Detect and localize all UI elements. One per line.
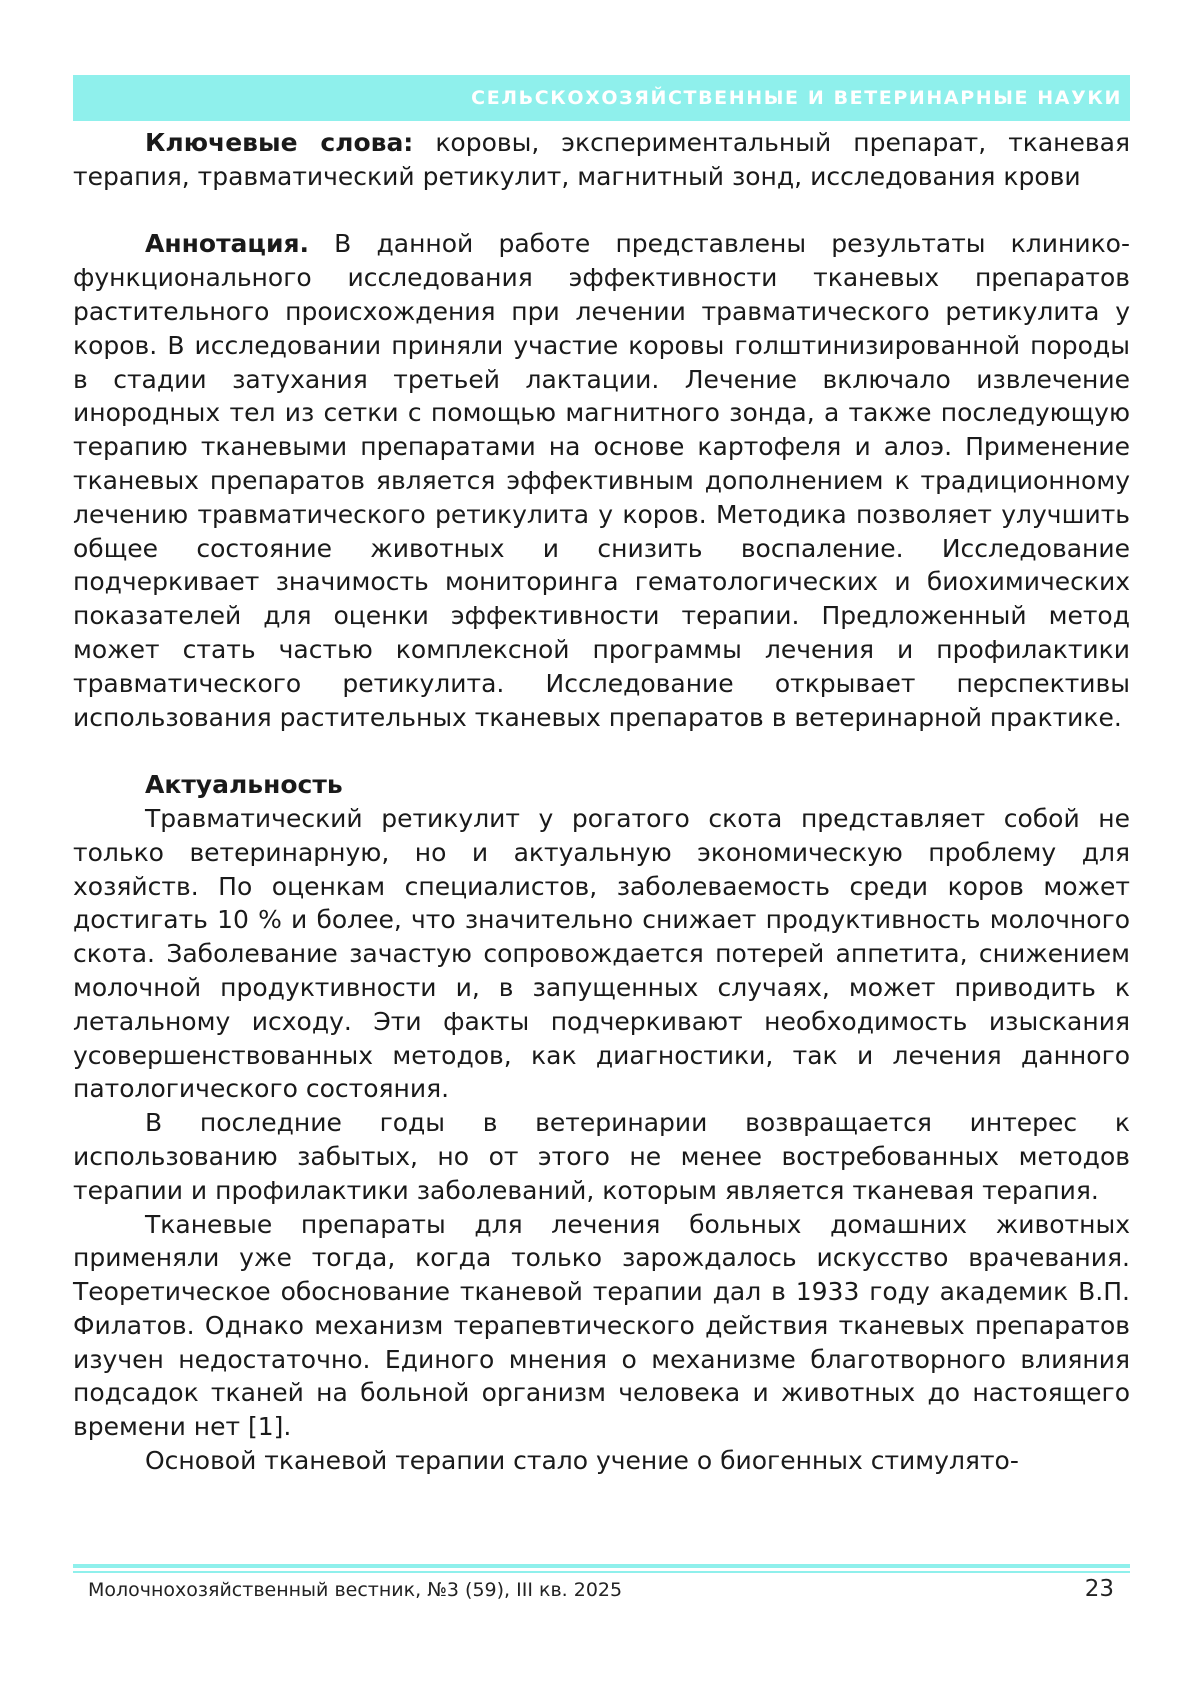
article-body <box>73 126 1130 1478</box>
section-header-bar <box>73 75 1130 121</box>
footer-journal-title: Молочнохозяйственный вестник, №3 (59), III кв. 2025 <box>88 1579 623 1601</box>
section-title: СЕЛЬСКОХОЗЯЙСТВЕННЫЕ И ВЕТЕРИНАРНЫЕ НАУКИ <box>471 87 1122 109</box>
abstract-label: Аннотация. <box>145 229 310 259</box>
abstract-text: В данной работе представлены результаты клинико-функционального исследования эффективности тканевых препаратов растительного происхождения при лечении травматического ретикулита у коров. В исследовании приняли участие коровы голштинизированной породы в стадии затухания третьей лактации. Лечение включало извлечение инородных тел из сетки с помощью магнитного зонда, а также последующую терапию тканевыми препаратами на основе картофеля и алоэ. Применение тканевых препаратов является эффективным дополнением к традиционному лечению травматического ретикулита у коров. Методика позволяет улучшить общее состояние животных и снизить воспаление. Исследование подчеркивает значимость мониторинга гематологических и биохимических показателей для оценки эффективности терапии. Предложенный метод может стать частью комплексной программы лечения и профилактики травматического ретикулита. Исследование открывает перспективы использования растительных тканевых препаратов в ветеринарной практике. <box>73 229 1130 732</box>
keywords-text: коровы, экспериментальный препарат, тканевая терапия, травматический ретикулит, магнитный зонд, исследования крови <box>73 128 1130 191</box>
relevance-paragraph-3: Тканевые препараты для лечения больных домашних животных применяли уже тогда, когда только зарождалось искусство врачевания. Теоретическое обоснование тканевой терапии дал в 1933 году академик В.П. Филатов. Однако механизм терапевтического действия тканевых препаратов изучен недостаточно. Единого мнения о механизме благотворного влияния подсадок тканей на больной организм человека и животных до настоящего времени нет [1]. <box>73 1209 1130 1442</box>
relevance-heading: Актуальность <box>145 770 343 800</box>
relevance-paragraph-2: В последние годы в ветеринарии возвращается интерес к использованию забытых, но от этого не менее востребованных методов терапии и профилактики заболеваний, которым является тканевая терапия. <box>73 1108 1130 1205</box>
abstract-paragraph <box>73 227 1130 734</box>
relevance-paragraph-1: Травматический ретикулит у рогатого скота представляет собой не только ветеринарную, но и актуальную экономическую проблему для хозяйств. По оценкам специалистов, заболеваемость среди коров может достигать 10 % и более, что значительно снижает продуктивность молочного скота. Заболевание зачастую сопровождается потерей аппетита, снижением молочной продуктивности и, в запущенных случаях, может приводить к летальному исходу. Эти факты подчеркивают необходимость изыскания усовершенствованных методов, как диагностики, так и лечения данного патологического состояния. <box>73 803 1130 1104</box>
footer-rule-thick <box>73 1564 1130 1568</box>
footer-rule-thin <box>73 1571 1130 1573</box>
keywords-label: Ключевые слова: <box>145 128 414 157</box>
keywords-paragraph <box>73 126 1130 194</box>
page-number: 23 <box>1084 1576 1114 1602</box>
relevance-paragraph-4: Основой тканевой терапии стало учение о биогенных стимулято- <box>145 1446 1019 1476</box>
